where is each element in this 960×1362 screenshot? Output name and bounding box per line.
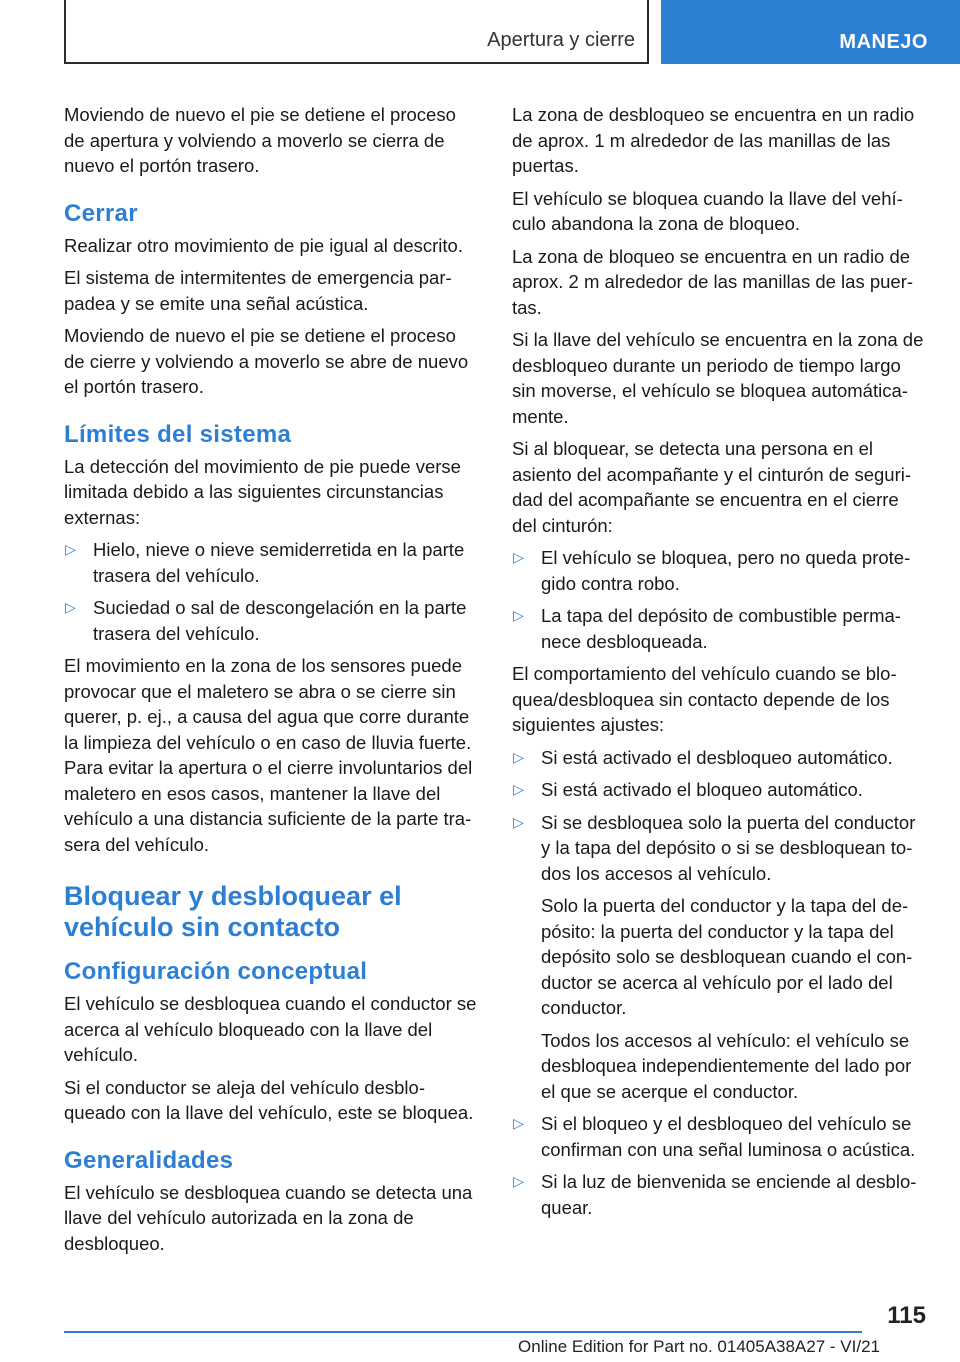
list-item-text: Si se desbloquea solo la puerta del conductor y la tapa del depósito o si se desbloquean todos los accesos al vehículo.	[541, 811, 916, 884]
list-item-text: Si el bloqueo y el desbloqueo del vehículo se confirman con una señal luminosa o acústica.	[541, 1113, 916, 1160]
bullet-triangle-icon: ▷	[513, 549, 524, 565]
right-column	[512, 102, 926, 1227]
heading-generalidades: Generalidades	[64, 1146, 234, 1174]
heading-cerrar: Cerrar	[64, 199, 138, 227]
paragraph: Realizar otro movimiento de pie igual al descrito.	[64, 234, 463, 256]
header-section-box	[64, 0, 649, 64]
list-item-text: Suciedad o sal de descongelación en la parte trasera del vehículo.	[93, 597, 467, 644]
list-item	[512, 545, 926, 596]
paragraph: La detección del movimiento de pie puede verse limitada debido a las siguientes circunstancias externas:	[64, 455, 461, 528]
list-item	[512, 777, 926, 803]
paragraph: La zona de bloqueo se encuentra en un radio de aprox. 2 m alrededor de las manillas de las puertas.	[512, 245, 914, 318]
list-item-text: Si está activado el bloqueo automático.	[541, 779, 863, 800]
paragraph: El sistema de intermitentes de emergencia parpadea y se emite una señal acústica.	[64, 267, 452, 314]
bullet-triangle-icon: ▷	[513, 781, 524, 797]
footer-divider	[64, 1331, 862, 1333]
paragraph: Si al bloquear, se detecta una persona en el asiento del acompañante y el cinturón de seguridad del acompañante se encuentra en el cierre del cinturón:	[512, 438, 912, 536]
list-item	[512, 745, 926, 771]
paragraph: Moviendo de nuevo el pie se detiene el proceso de cierre y volviendo a moverlo se abre de nuevo el portón trasero.	[64, 325, 469, 397]
left-column	[64, 102, 478, 1263]
paragraph: Si la llave del vehículo se encuentra en la zona de desbloqueo durante un periodo de tiempo largo sin moverse, el vehículo se bloquea automáticamente.	[512, 329, 924, 427]
bullet-triangle-icon: ▷	[513, 1115, 524, 1131]
header-section-title: Apertura y cierre	[487, 29, 635, 51]
list-item	[64, 595, 478, 646]
list-item-text: La tapa del depósito de combustible permanece desbloqueada.	[541, 605, 901, 652]
header-chapter-tab[interactable]	[661, 0, 960, 64]
page-number: 115	[887, 1302, 926, 1329]
bullet-triangle-icon: ▷	[65, 541, 76, 557]
list-item-subtext: Todos los accesos al vehículo: el vehículo se desbloquea independientemente del lado por el que se acerque el conductor.	[541, 1029, 912, 1102]
list-item	[512, 1169, 926, 1220]
paragraph: El vehículo se desbloquea cuando se detecta una llave del vehículo autorizada en la zona de desbloqueo.	[64, 1181, 473, 1254]
list-item-text: Hielo, nieve o nieve semiderretida en la parte trasera del vehículo.	[93, 539, 465, 586]
paragraph: El vehículo se bloquea cuando la llave del vehículo abandona la zona de bloqueo.	[512, 187, 903, 234]
list-item-text: Si está activado el desbloqueo automático.	[541, 746, 893, 768]
list-item	[512, 1111, 926, 1162]
header-chapter-title: MANEJO	[839, 31, 928, 53]
paragraph: Moviendo de nuevo el pie se detiene el proceso de apertura y volviendo a moverlo se cierra de nuevo el portón trasero.	[64, 104, 456, 176]
heading-bloquear: Bloquear y desbloquear el vehículo sin contacto	[64, 881, 402, 942]
paragraph: El comportamiento del vehículo cuando se bloquea/desbloquea sin contacto depende de los siguientes ajustes:	[512, 663, 897, 735]
bullet-triangle-icon: ▷	[513, 748, 524, 765]
paragraph: El vehículo se desbloquea cuando el conductor se acerca al vehículo bloqueado con la llave del vehículo.	[64, 993, 477, 1065]
paragraph: El movimiento en la zona de los sensores puede provocar que el maletero se abra o se cierre sin querer, p. ej., a causa del agua que corre durante la limpieza del vehículo o en caso de lluvia fuerte. Para evitar la apertura o el cierre involuntarios del maletero en esos casos, mantener la llave del vehículo a una distancia suficiente de la parte trasera del vehículo.	[64, 655, 473, 855]
paragraph: La zona de desbloqueo se encuentra en un radio de aprox. 1 m alrededor de las manillas de las puertas.	[512, 104, 915, 176]
list-item-text: El vehículo se bloquea, pero no queda protegido contra robo.	[541, 547, 911, 594]
bullet-triangle-icon: ▷	[513, 1173, 524, 1189]
list-item	[512, 810, 926, 1105]
list-item-text: Si la luz de bienvenida se enciende al desbloquear.	[541, 1171, 917, 1218]
bullet-triangle-icon: ▷	[65, 599, 76, 615]
footer-edition-note: Online Edition for Part no. 01405A38A27 - VI/21	[518, 1337, 880, 1356]
list-item	[512, 603, 926, 654]
heading-limites: Límites del sistema	[64, 420, 292, 448]
list-item	[64, 537, 478, 588]
bullet-triangle-icon: ▷	[513, 813, 524, 830]
bullet-triangle-icon: ▷	[513, 607, 524, 623]
heading-config: Configuración conceptual	[64, 958, 368, 985]
paragraph: Si el conductor se aleja del vehículo desbloqueado con la llave del vehículo, este se bloquea.	[64, 1076, 474, 1123]
list-item-subtext: Solo la puerta del conductor y la tapa del depósito: la puerta del conductor y la tapa del depósito solo se desbloquean cuando el conductor se acerca al vehículo por el lado del conductor.	[541, 895, 913, 1018]
